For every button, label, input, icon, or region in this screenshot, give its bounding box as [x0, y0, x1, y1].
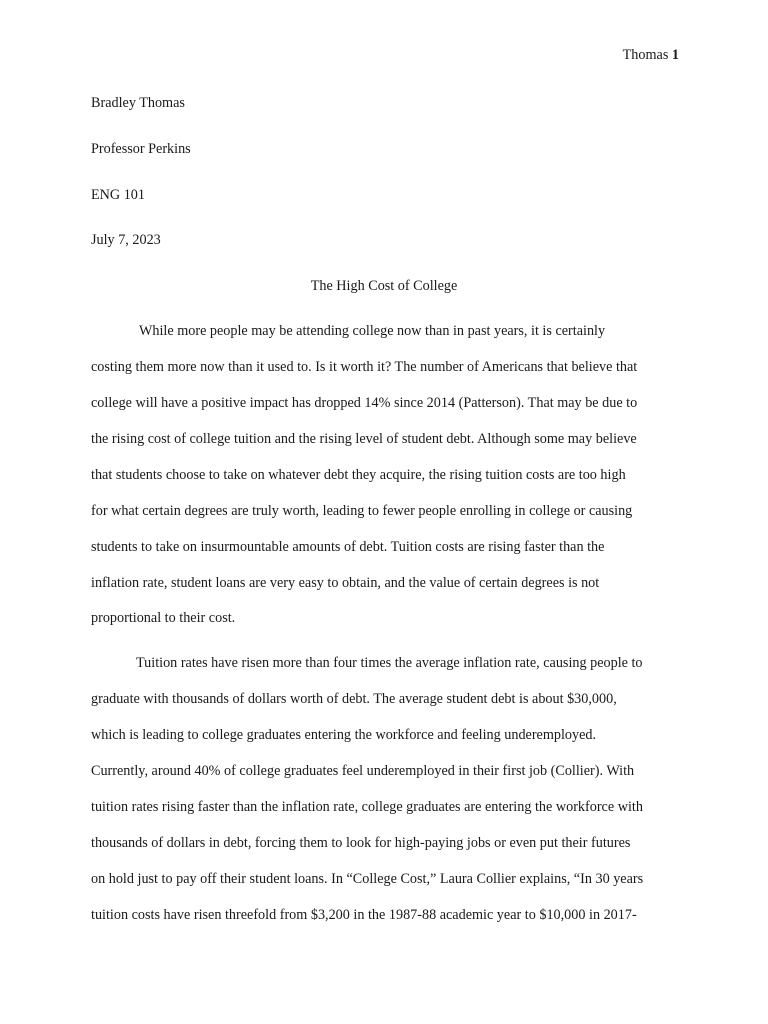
paragraph-line: the rising cost of college tuition and the rising level of student debt. Although some may believe [91, 431, 637, 447]
paragraph-line: thousands of dollars in debt, forcing them to look for high-paying jobs or even put their futures [91, 835, 631, 851]
paragraph-line: students to take on insurmountable amounts of debt. Tuition costs are rising faster than the [91, 539, 605, 555]
paragraph-line: costing them more now than it used to. Is it worth it? The number of Americans that believe that [91, 359, 638, 375]
paragraph-line: inflation rate, student loans are very easy to obtain, and the value of certain degrees is not [91, 575, 600, 591]
course-name: ENG 101 [91, 187, 145, 203]
essay-date: July 7, 2023 [91, 232, 161, 248]
paragraph-line: While more people may be attending college now than in past years, it is certainly [139, 323, 606, 339]
paragraph-line: college will have a positive impact has dropped 14% since 2014 (Patterson). That may be due to [91, 395, 638, 411]
paragraph-line: that students choose to take on whatever debt they acquire, the rising tuition costs are too high [91, 467, 626, 483]
author-name: Bradley Thomas [91, 95, 185, 111]
paragraph-line: graduate with thousands of dollars worth of debt. The average student debt is about $30,000, [91, 691, 617, 707]
running-header [623, 47, 679, 64]
paragraph-line: tuition rates rising faster than the inflation rate, college graduates are entering the workforce with [91, 799, 643, 815]
paragraph-line: Tuition rates have risen more than four times the average inflation rate, causing people to [136, 655, 643, 671]
essay-title: The High Cost of College [310, 278, 458, 294]
paragraph-line: tuition costs have risen threefold from $3,200 in the 1987-88 academic year to $10,000 in 2017- [91, 907, 637, 923]
paragraph-line: proportional to their cost. [91, 610, 236, 626]
paragraph-line: which is leading to college graduates entering the workforce and feeling underemployed. [91, 727, 597, 743]
paragraph-line: for what certain degrees are truly worth, leading to fewer people enrolling in college or causing [91, 503, 633, 519]
header-surname: Thomas [622, 47, 669, 63]
professor-name: Professor Perkins [91, 141, 191, 157]
page-number: 1 [671, 47, 679, 63]
paragraph-line: Currently, around 40% of college graduates feel underemployed in their first job (Collier). With [91, 763, 635, 779]
paragraph-line: on hold just to pay off their student loans. In “College Cost,” Laura Collier explains, “In 30 years [91, 871, 644, 887]
